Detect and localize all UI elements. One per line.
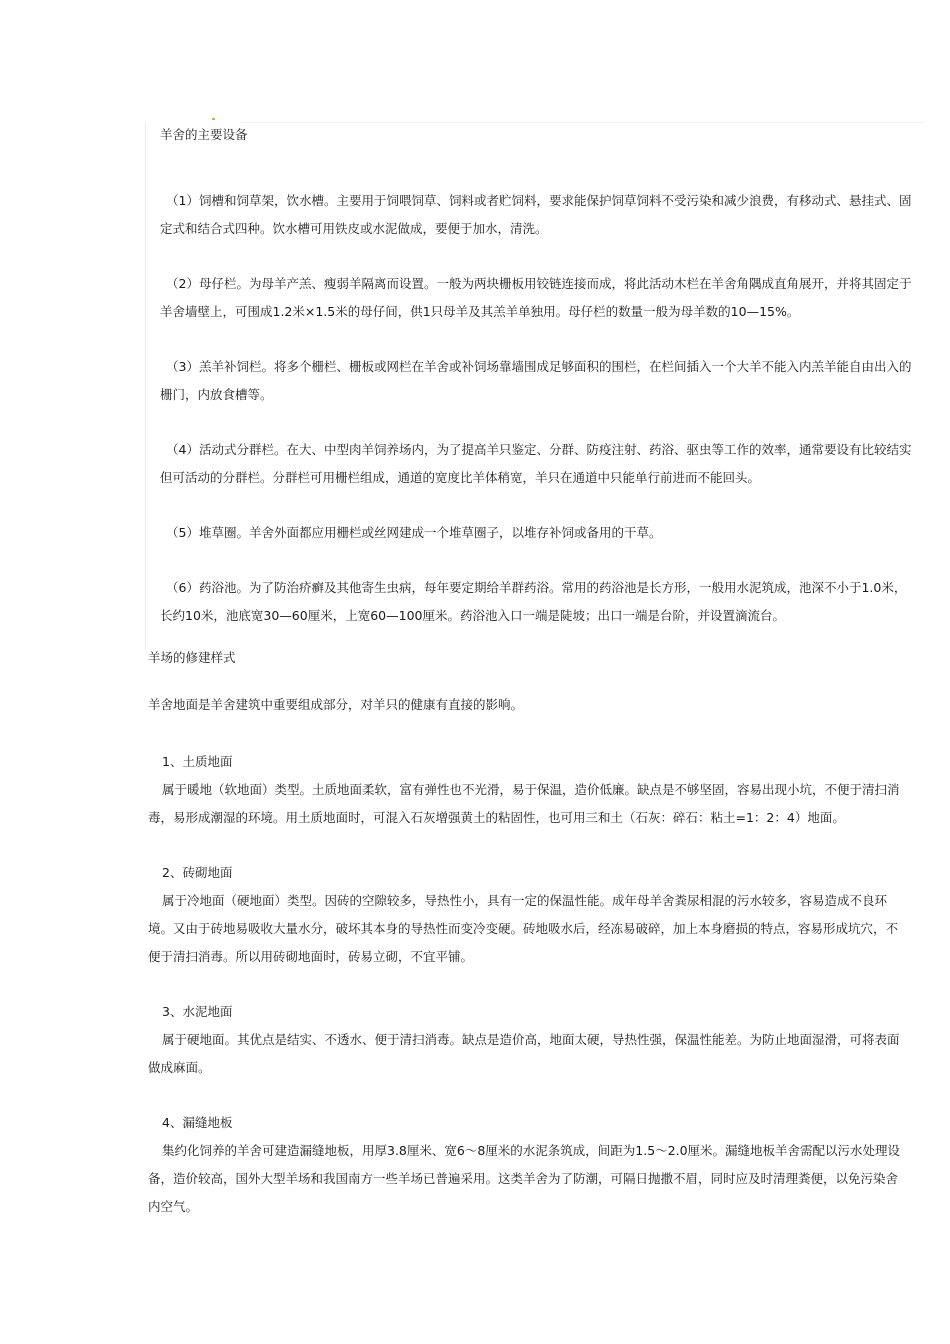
floor-text: 属于暖地（软地面）类型。土质地面柔软，富有弹性也不光滑，易于保温，造价低廉。缺点是不够坚固，容易出现小坑，不便于清扫消毒，易形成潮湿的环境。用土质地面时，可混入石灰增强黄土的粘固性，也可用三和土（石灰：碎石：粘土=1：2：4）地面。 (148, 782, 900, 825)
item-paragraph: （5）堆草圈。羊舍外面都应用栅栏或丝网建成一个堆草圈子，以堆存补饲或备用的干草。 (166, 525, 662, 540)
section-title: 羊舍的主要设备 (160, 127, 248, 142)
floor-text: 集约化饲养的羊舍可建造漏缝地板，用厚3.8厘米、宽6～8厘米的水泥条筑成，间距为1.5～2.0厘米。漏缝地板羊舍需配以污水处理设备，造价较高，国外大型羊场和我国南方一些羊场已普遍采用。这类羊舍为了防潮，可隔日抛撒不眉，同时应及时清理粪便，以免污染舍内空气。 (148, 1143, 901, 1214)
construction-section (148, 648, 910, 1221)
floor-text: 属于硬地面。其优点是结实、不透水、便于清扫消毒。缺点是造价高，地面太硬，导热性强，保温性能差。为防止地面湿滑，可将表面做成麻面。 (148, 1032, 900, 1075)
item-paragraph: （2）母仔栏。为母羊产羔、瘦弱羊隔离而设置。一般为两块栅板用铰链连接而成，将此活动木栏在羊舍角隅成直角展开，并将其固定于羊舍墙壁上，可围成1.2米×1.5米的母仔间，供1只母羊及其羔羊单独用。母仔栏的数量一般为母羊数的10—15%。 (160, 276, 912, 319)
floor-text: 属于冷地面（硬地面）类型。因砖的空隙较多，导热性小，具有一定的保温性能。成年母羊舍粪尿相混的污水较多，容易造成不良环境。又由于砖地易吸收大量水分，破坏其本身的导热性而变冷变硬。砖地吸水后，经冻易破碎，加上本身磨损的特点，容易形成坑穴，不便于清扫消毒。所以用砖砌地面时，砖易立砌，不宜平铺。 (148, 893, 899, 964)
floor-heading: 2、砖砌地面 (162, 865, 233, 880)
item-paragraph: （6）药浴池。为了防治疥癣及其他寄生虫病，每年要定期给羊群药浴。常用的药浴池是长方形，一般用水泥筑成，池深不小于1.0米，长约10米，池底宽30—60厘米，上宽60—100厘米。药浴池入口一端是陡坡；出口一端是台阶，并设置滴流台。 (160, 580, 907, 623)
equipment-section (160, 125, 912, 630)
item-paragraph: （1）饲槽和饲草架，饮水槽。主要用于饲喂饲草、饲料或者贮饲料，要求能保护饲草饲料不受污染和减少浪费，有移动式、悬挂式、固定式和结合式四种。饮水槽可用铁皮或水泥做成，要便于加水，清洗。 (160, 193, 912, 236)
intro-text: 羊舍地面是羊舍建筑中重要组成部分，对羊只的健康有直接的影响。 (148, 697, 524, 712)
floor-heading: 4、漏缝地板 (162, 1115, 233, 1130)
left-divider (145, 122, 146, 650)
item-paragraph: （4）活动式分群栏。在大、中型肉羊饲养场内，为了提高羊只鉴定、分群、防疫注射、药浴、驱虫等工作的效率，通常要设有比较结实但可活动的分群栏。分群栏可用栅栏组成，通道的宽度比羊体稍宽，羊只在通道中只能单行前进而不能回头。 (160, 442, 912, 485)
item-paragraph: （3）羔羊补饲栏。将多个栅栏、栅板或网栏在羊舍或补饲场靠墙围成足够面积的围栏，在栏间插入一个大羊不能入内羔羊能自由出入的栅门，内放食槽等。 (160, 359, 912, 402)
floor-heading: 1、土质地面 (162, 754, 233, 769)
section-title: 羊场的修建样式 (148, 650, 236, 665)
top-divider (240, 122, 925, 123)
floor-heading: 3、水泥地面 (162, 1004, 233, 1019)
orange-mark (212, 118, 215, 120)
